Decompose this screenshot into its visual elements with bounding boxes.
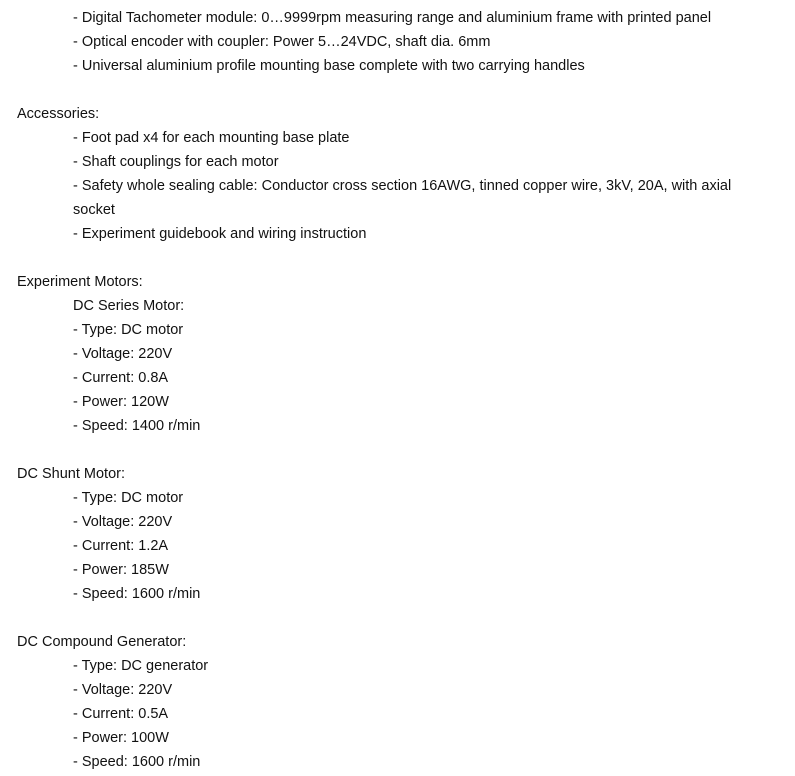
- section-heading: DC Compound Generator:: [17, 634, 187, 650]
- spec-item: - Voltage: 220V: [73, 346, 173, 362]
- shunt-motor-section: [0, 462, 795, 606]
- list-item: - Experiment guidebook and wiring instruction: [73, 226, 367, 242]
- spec-item: - Speed: 1600 r/min: [73, 754, 201, 770]
- list-item: - Shaft couplings for each motor: [73, 154, 279, 170]
- list-item-continuation: socket: [73, 202, 115, 218]
- spacer: [0, 78, 795, 102]
- spec-item: - Type: DC generator: [73, 658, 209, 674]
- spacer: [0, 438, 795, 462]
- list-item: - Digital Tachometer module: 0…9999rpm measuring range and aluminium frame with printed panel: [73, 10, 712, 26]
- accessories-section: [0, 102, 795, 246]
- spec-item: - Power: 185W: [73, 562, 169, 578]
- subsection-title: DC Series Motor:: [73, 298, 185, 314]
- spec-item: - Speed: 1400 r/min: [73, 418, 201, 434]
- spec-item: - Current: 0.8A: [73, 370, 169, 386]
- top-item-list: [0, 6, 795, 78]
- list-item: - Optical encoder with coupler: Power 5…24VDC, shaft dia. 6mm: [73, 34, 491, 50]
- spacer: [0, 606, 795, 630]
- list-item: - Universal aluminium profile mounting base complete with two carrying handles: [73, 58, 585, 74]
- experiment-motors-section: [0, 270, 795, 438]
- spacer: [0, 246, 795, 270]
- spec-item: - Type: DC motor: [73, 322, 184, 338]
- spec-item: - Type: DC motor: [73, 490, 184, 506]
- section-heading: Accessories:: [17, 106, 100, 122]
- document-body: [0, 6, 795, 774]
- spec-item: - Speed: 1600 r/min: [73, 586, 201, 602]
- list-item: - Foot pad x4 for each mounting base plate: [73, 130, 350, 146]
- compound-generator-section: [0, 630, 795, 774]
- section-heading: Experiment Motors:: [17, 274, 143, 290]
- spec-item: - Power: 100W: [73, 730, 169, 746]
- section-heading: DC Shunt Motor:: [17, 466, 125, 482]
- spec-item: - Current: 0.5A: [73, 706, 169, 722]
- spec-item: - Power: 120W: [73, 394, 169, 410]
- spec-item: - Current: 1.2A: [73, 538, 169, 554]
- spec-item: - Voltage: 220V: [73, 682, 173, 698]
- list-item: - Safety whole sealing cable: Conductor cross section 16AWG, tinned copper wire, 3kV, 20A, with axial: [73, 178, 732, 194]
- spec-item: - Voltage: 220V: [73, 514, 173, 530]
